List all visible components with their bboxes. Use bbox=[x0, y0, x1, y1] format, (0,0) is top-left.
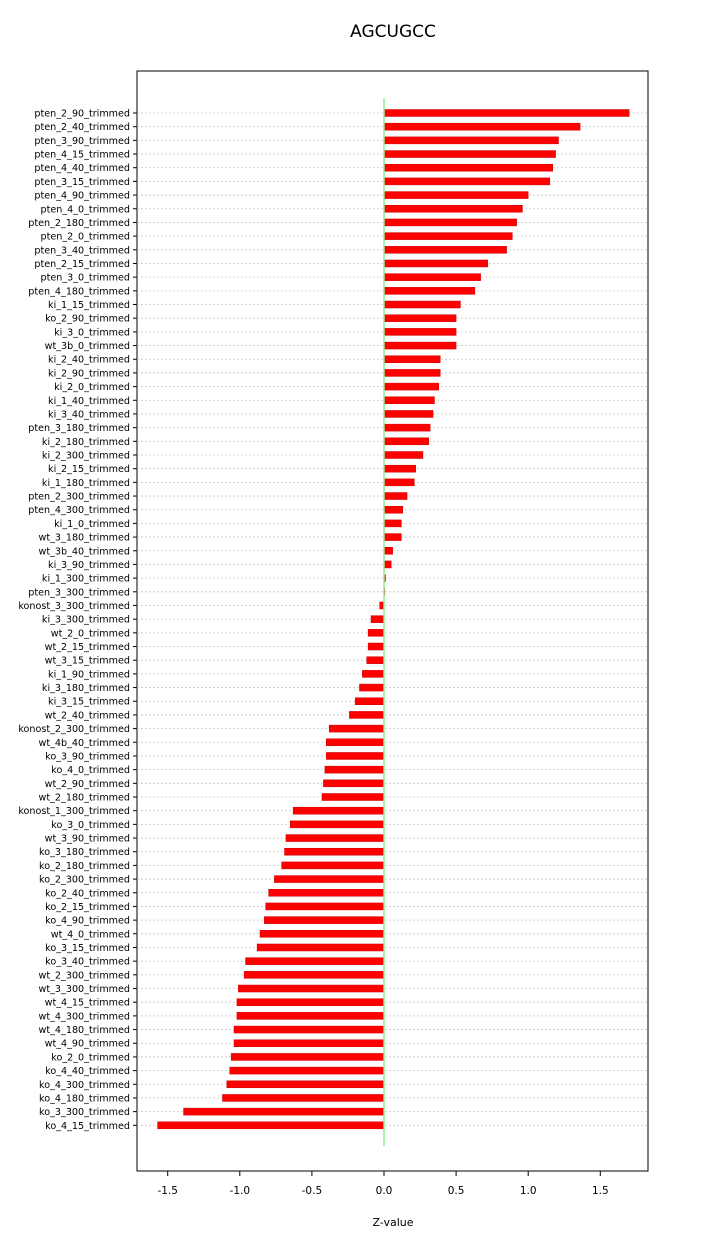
bar bbox=[285, 848, 384, 855]
bar bbox=[158, 1122, 384, 1129]
y-tick-label: pten_2_40_trimmed bbox=[34, 122, 130, 134]
y-tick-label: pten_2_180_trimmed bbox=[28, 217, 130, 229]
bar bbox=[325, 766, 384, 773]
y-tick-label: ki_2_0_trimmed bbox=[54, 382, 130, 394]
y-tick-label: ko_4_180_trimmed bbox=[39, 1093, 130, 1105]
bar bbox=[384, 438, 429, 445]
bar bbox=[384, 137, 558, 144]
bar bbox=[384, 479, 414, 486]
chart-title: AGCUGCC bbox=[350, 22, 436, 42]
bar bbox=[384, 547, 393, 554]
bar bbox=[384, 506, 403, 513]
y-tick-label: pten_2_300_trimmed bbox=[28, 491, 130, 503]
y-tick-label: wt_2_300_trimmed bbox=[38, 970, 130, 982]
bar bbox=[384, 424, 430, 431]
y-tick-label: pten_2_0_trimmed bbox=[40, 231, 130, 243]
bar bbox=[355, 698, 384, 705]
y-tick-label: pten_3_180_trimmed bbox=[28, 423, 130, 435]
bar bbox=[282, 862, 384, 869]
y-tick-label: pten_3_0_trimmed bbox=[40, 272, 130, 284]
bar bbox=[384, 328, 456, 335]
bar bbox=[237, 1012, 384, 1019]
y-tick-label: ki_1_15_trimmed bbox=[48, 300, 130, 312]
bar bbox=[384, 260, 488, 267]
bar bbox=[371, 616, 384, 623]
y-tick-label: wt_3_15_trimmed bbox=[44, 655, 130, 667]
bar bbox=[384, 164, 553, 171]
y-tick-label: ki_3_180_trimmed bbox=[41, 683, 130, 695]
y-tick-label: pten_3_300_trimmed bbox=[28, 587, 130, 599]
bar bbox=[384, 534, 401, 541]
y-tick-label: ko_3_300_trimmed bbox=[39, 1107, 130, 1119]
y-tick-label: pten_4_0_trimmed bbox=[40, 204, 130, 216]
y-tick-label: ko_2_15_trimmed bbox=[45, 901, 130, 913]
y-tick-label: ki_2_15_trimmed bbox=[48, 464, 130, 476]
y-tick-label: pten_4_180_trimmed bbox=[28, 286, 130, 298]
y-tick-label: ki_1_300_trimmed bbox=[41, 573, 130, 585]
y-tick-label: ko_4_90_trimmed bbox=[45, 915, 130, 927]
bar bbox=[326, 752, 384, 759]
bar bbox=[384, 315, 456, 322]
y-tick-label: ki_2_180_trimmed bbox=[41, 436, 130, 448]
y-tick-label: wt_3_180_trimmed bbox=[38, 532, 130, 544]
bar bbox=[384, 274, 481, 281]
y-tick-label: pten_4_40_trimmed bbox=[34, 163, 130, 175]
bar bbox=[323, 780, 384, 787]
bar bbox=[384, 356, 440, 363]
y-tick-label: ki_3_40_trimmed bbox=[48, 409, 130, 421]
y-tick-label: wt_4b_40_trimmed bbox=[38, 737, 130, 749]
bar bbox=[384, 493, 407, 500]
bar bbox=[384, 465, 416, 472]
y-tick-label: pten_2_90_trimmed bbox=[34, 108, 130, 120]
bar bbox=[329, 725, 384, 732]
bar bbox=[384, 452, 423, 459]
y-tick-label: ki_2_40_trimmed bbox=[48, 354, 130, 366]
bar bbox=[384, 110, 629, 117]
x-tick-label: 1.5 bbox=[591, 1185, 609, 1197]
y-tick-label: pten_4_90_trimmed bbox=[34, 190, 130, 202]
y-tick-label: ki_3_90_trimmed bbox=[48, 559, 130, 571]
bar bbox=[384, 233, 512, 240]
bar bbox=[274, 876, 384, 883]
y-tick-label: ki_1_0_trimmed bbox=[54, 518, 130, 530]
y-tick-label: konost_1_300_trimmed bbox=[18, 806, 130, 818]
y-tick-label: wt_2_0_trimmed bbox=[50, 628, 130, 640]
x-tick-label: 1.0 bbox=[519, 1185, 537, 1197]
y-tick-label: wt_4_90_trimmed bbox=[44, 1038, 130, 1050]
bar bbox=[384, 178, 550, 185]
y-tick-label: ko_3_40_trimmed bbox=[45, 956, 130, 968]
bar bbox=[384, 246, 507, 253]
bar bbox=[349, 711, 384, 718]
bar bbox=[384, 561, 391, 568]
y-tick-label: ko_4_15_trimmed bbox=[45, 1120, 130, 1132]
y-tick-label: wt_4_15_trimmed bbox=[44, 997, 130, 1009]
bar bbox=[231, 1053, 384, 1060]
y-tick-label: pten_3_90_trimmed bbox=[34, 135, 130, 147]
y-tick-label: ki_3_0_trimmed bbox=[54, 327, 130, 339]
y-tick-label: pten_4_15_trimmed bbox=[34, 149, 130, 161]
bar bbox=[362, 670, 384, 677]
bar bbox=[266, 903, 384, 910]
y-tick-label: wt_3b_40_trimmed bbox=[38, 546, 130, 558]
bar bbox=[367, 657, 384, 664]
bar bbox=[384, 192, 528, 199]
y-tick-label: ko_2_180_trimmed bbox=[39, 860, 130, 872]
y-tick-label: ko_2_300_trimmed bbox=[39, 874, 130, 886]
y-tick-label: wt_2_15_trimmed bbox=[44, 642, 130, 654]
bar bbox=[260, 930, 384, 937]
y-tick-label: ko_3_180_trimmed bbox=[39, 847, 130, 859]
bar bbox=[237, 999, 384, 1006]
y-tick-label: ki_2_90_trimmed bbox=[48, 368, 130, 380]
bar bbox=[384, 410, 433, 417]
bar bbox=[184, 1108, 384, 1115]
bar bbox=[257, 944, 384, 951]
y-tick-label: konost_3_300_trimmed bbox=[18, 600, 130, 612]
bar bbox=[230, 1067, 384, 1074]
y-tick-label: wt_3_90_trimmed bbox=[44, 833, 130, 845]
y-tick-label: ki_1_90_trimmed bbox=[48, 669, 130, 681]
bar bbox=[368, 629, 384, 636]
y-tick-label: ko_2_90_trimmed bbox=[45, 313, 130, 325]
bar bbox=[384, 301, 460, 308]
bar bbox=[246, 958, 384, 965]
y-tick-label: ko_4_300_trimmed bbox=[39, 1079, 130, 1091]
y-tick-label: ko_2_40_trimmed bbox=[45, 888, 130, 900]
bar bbox=[384, 287, 475, 294]
y-tick-label: pten_3_15_trimmed bbox=[34, 176, 130, 188]
y-tick-label: wt_4_0_trimmed bbox=[50, 929, 130, 941]
bar bbox=[293, 807, 384, 814]
y-tick-label: ko_3_15_trimmed bbox=[45, 942, 130, 954]
y-tick-label: ki_3_300_trimmed bbox=[41, 614, 130, 626]
x-tick-label: -1.0 bbox=[229, 1185, 251, 1197]
bar bbox=[384, 369, 440, 376]
bar bbox=[384, 219, 517, 226]
bar bbox=[244, 971, 384, 978]
bar bbox=[264, 917, 384, 924]
x-tick-label: -0.5 bbox=[301, 1185, 323, 1197]
y-tick-label: wt_3b_0_trimmed bbox=[44, 341, 130, 353]
y-tick-label: ki_1_40_trimmed bbox=[48, 395, 130, 407]
y-tick-label: ki_2_300_trimmed bbox=[41, 450, 130, 462]
bar bbox=[384, 383, 439, 390]
bar bbox=[384, 397, 434, 404]
y-tick-label: ko_4_40_trimmed bbox=[45, 1066, 130, 1078]
y-tick-label: ko_2_0_trimmed bbox=[51, 1052, 130, 1064]
y-tick-label: ki_3_15_trimmed bbox=[48, 696, 130, 708]
x-tick-label: 0.0 bbox=[375, 1185, 393, 1197]
y-tick-label: konost_2_300_trimmed bbox=[18, 724, 130, 736]
x-axis-label: Z-value bbox=[372, 1216, 414, 1229]
y-tick-label: pten_2_15_trimmed bbox=[34, 258, 130, 270]
y-tick-label: wt_4_300_trimmed bbox=[38, 1011, 130, 1023]
bar bbox=[222, 1094, 384, 1101]
bar bbox=[234, 1026, 384, 1033]
bar bbox=[384, 205, 522, 212]
y-tick-label: pten_3_40_trimmed bbox=[34, 245, 130, 257]
bar bbox=[227, 1081, 384, 1088]
bar bbox=[322, 794, 384, 801]
bar bbox=[359, 684, 384, 691]
bar bbox=[238, 985, 384, 992]
y-tick-label: wt_2_180_trimmed bbox=[38, 792, 130, 804]
y-tick-label: ki_1_180_trimmed bbox=[41, 477, 130, 489]
y-tick-label: wt_3_300_trimmed bbox=[38, 984, 130, 996]
y-tick-label: ko_3_90_trimmed bbox=[45, 751, 130, 763]
bar bbox=[384, 123, 580, 130]
bar bbox=[326, 739, 384, 746]
y-tick-label: wt_2_90_trimmed bbox=[44, 778, 130, 790]
bar bbox=[384, 520, 401, 527]
bar bbox=[368, 643, 384, 650]
y-tick-label: wt_4_180_trimmed bbox=[38, 1025, 130, 1037]
y-tick-label: ko_4_0_trimmed bbox=[51, 765, 130, 777]
bar bbox=[269, 889, 384, 896]
x-tick-label: -1.5 bbox=[157, 1185, 178, 1197]
bar bbox=[234, 1040, 384, 1047]
x-tick-label: 0.5 bbox=[447, 1185, 465, 1197]
bar bbox=[384, 151, 556, 158]
bar bbox=[384, 342, 456, 349]
y-tick-label: pten_4_300_trimmed bbox=[28, 505, 130, 517]
y-tick-label: ko_3_0_trimmed bbox=[51, 819, 130, 831]
bar bbox=[286, 835, 384, 842]
bar bbox=[290, 821, 384, 828]
y-tick-label: wt_2_40_trimmed bbox=[44, 710, 130, 722]
